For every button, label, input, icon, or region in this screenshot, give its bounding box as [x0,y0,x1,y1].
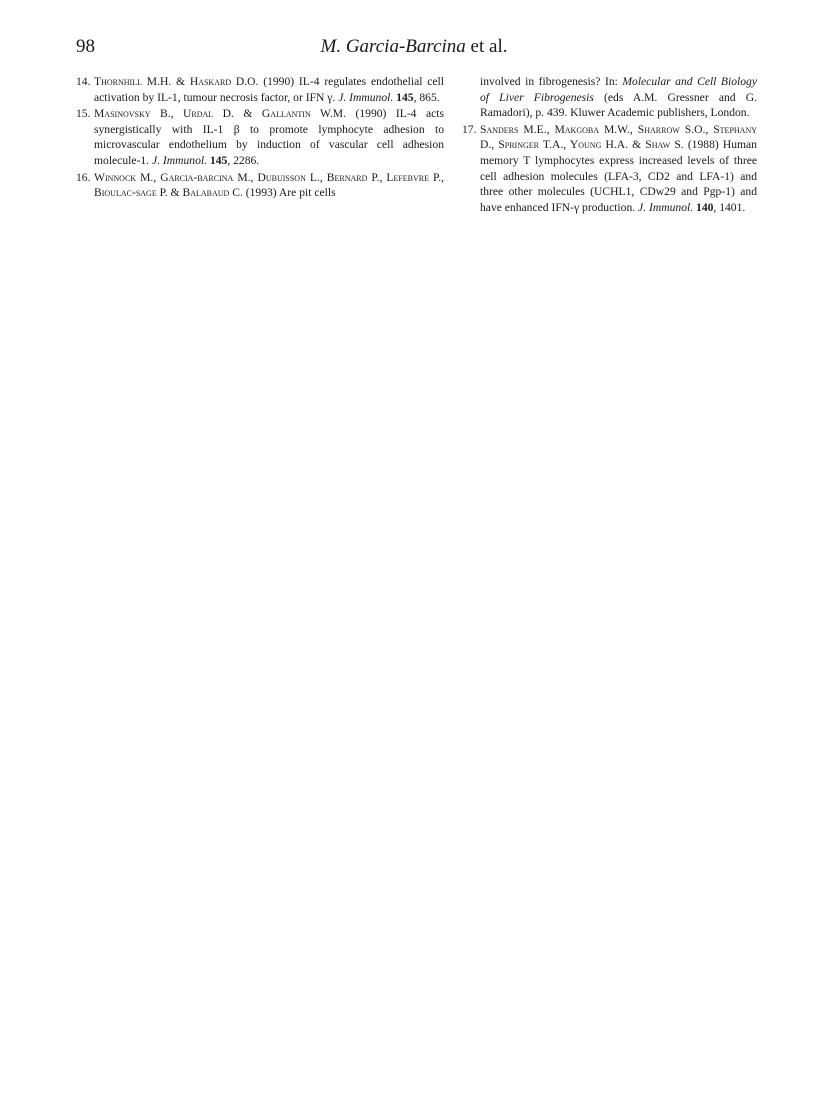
reference-volume: 140 [696,200,714,214]
reference-text: involved in fibrogenesis? In: [480,75,623,88]
reference-number: 15. [76,107,91,121]
reference-15 [76,106,444,168]
reference-volume: 145 [396,90,414,104]
page-header [76,36,752,66]
reference-book-title: Molecular and Cell Biology of Liver Fibrogenesis [480,75,757,104]
reference-journal: J. Immunol. [151,153,208,167]
reference-text: (1990) IL-4 acts synergistically with IL-1 β to promote lymphocyte adhesion to microvascular endothelium by induction of vascular cell adhesion molecule-1. [94,107,444,167]
running-head-suffix: et al. [465,36,508,57]
references-right-column [462,74,757,216]
reference-number: 14. [76,75,91,88]
reference-journal: J. Immunol. [638,200,694,214]
reference-number: 17. [462,122,477,136]
reference-16-continued [462,74,757,121]
reference-authors: Thornhill M.H. & Haskard D.O. [94,75,259,88]
reference-17 [462,122,757,216]
running-head [76,36,752,58]
reference-volume: 145 [209,153,228,167]
reference-text: (eds A.M. Gressner and G. Ramadori), p. 439. Kluwer Academic publishers, London. [480,90,757,120]
page-number: 98 [76,36,95,57]
reference-authors: Winnock M., Garcia-barcina M., Dubuisson L., Bernard P., Lefebvre P., Bioulac-sage P. & Balabaud C. [94,170,444,200]
reference-14 [76,74,444,105]
reference-pages: , 1401. [713,200,746,214]
running-head-authors: M. Garcia-Barcina [320,36,466,57]
reference-number: 16. [76,170,91,184]
reference-text: (1988) Human memory T lymphocytes express increased levels of three cell adhesion molecules (LFA-3, CD2 and LFA-1) and three other molecules (UCHL1, CDw29 and Pgp-1) and have enhanced IFN-γ production. [480,138,757,214]
reference-16 [76,170,444,201]
references-left-column [76,74,444,202]
reference-authors: Sanders M.E., Makgoba M.W., Sharrow S.O., Stephany D., Springer T.A., Young H.A. & Shaw S. [480,122,757,152]
reference-text: (1990) IL-4 regulates endothelial cell activation by IL-1, tumour necrosis factor, or IFN γ. [94,75,444,104]
reference-pages: , 865. [413,90,440,104]
reference-pages: , 2286. [227,153,260,167]
reference-text: (1993) Are pit cells [242,186,336,200]
reference-journal: J. Immunol. [338,90,394,104]
reference-authors: Masinovsky B., Urdal D. & Gallantin W.M. [94,107,346,121]
